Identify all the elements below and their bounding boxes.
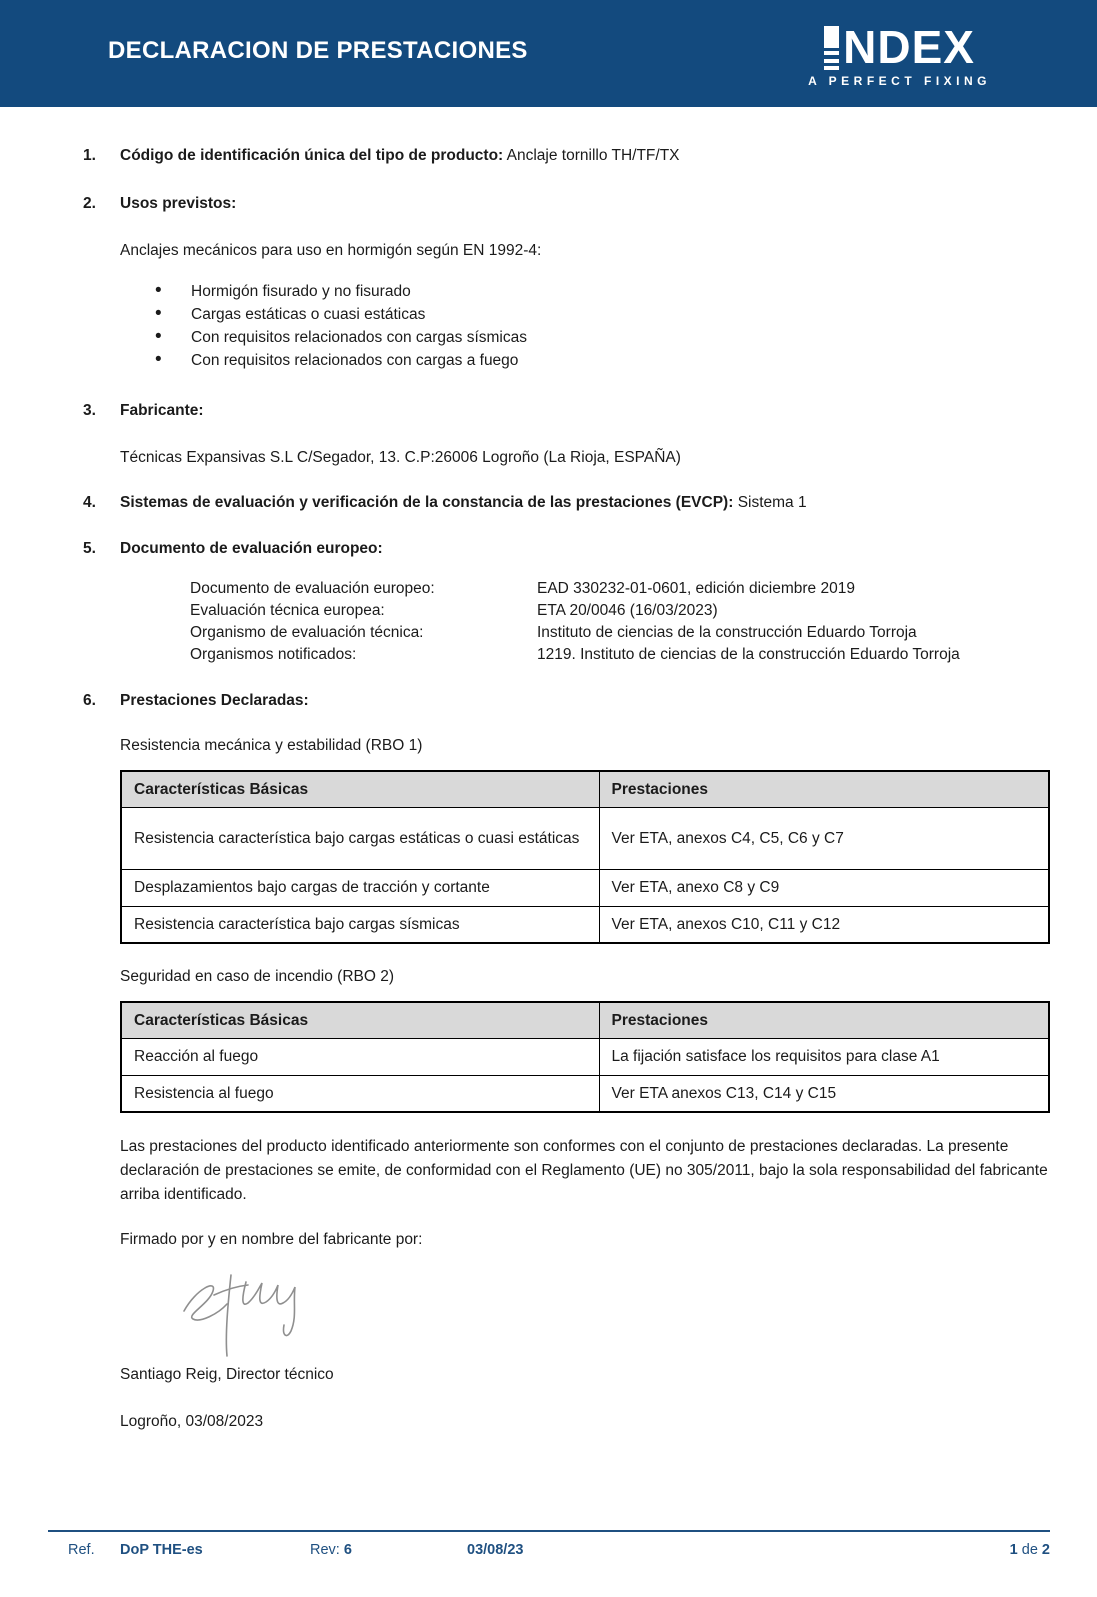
detail-row bbox=[190, 622, 1050, 644]
detail-row bbox=[190, 578, 1050, 600]
evaluation-details bbox=[190, 578, 1050, 666]
table-header-row bbox=[121, 1002, 1049, 1038]
table-cell-performance: Ver ETA, anexos C4, C5, C6 y C7 bbox=[599, 807, 1049, 869]
footer-page-total: 2 bbox=[1041, 1542, 1050, 1558]
table-row bbox=[121, 869, 1049, 906]
index-logo-text: NDEX bbox=[843, 20, 975, 73]
table-cell-performance: Ver ETA anexos C13, C14 y C15 bbox=[599, 1075, 1049, 1112]
section-4-text bbox=[120, 492, 807, 514]
section-2-heading bbox=[83, 193, 1050, 215]
table-header-prestaciones: Prestaciones bbox=[599, 1002, 1049, 1038]
table-row bbox=[121, 1038, 1049, 1075]
section-4-label: Sistemas de evaluación y verificación de la constancia de las prestaciones (EVCP): bbox=[120, 494, 734, 511]
conformity-statement: Las prestaciones del producto identificado anteriormente son conformes con el conjunto de prestaciones declaradas. La presente declaración de prestaciones se emite, de conformidad con el Reglamento (UE) no 305/2011, bajo la sola responsabilidad del fabricante arriba identificado. bbox=[120, 1138, 1048, 1203]
section-5-number: 5. bbox=[83, 540, 96, 557]
detail-value: ETA 20/0046 (16/03/2023) bbox=[537, 602, 718, 619]
detail-label: Organismo de evaluación técnica: bbox=[190, 624, 424, 641]
section-1-text bbox=[120, 145, 680, 167]
index-logo-tagline: A PERFECT FIXING bbox=[808, 73, 991, 88]
table-cell-feature: Resistencia al fuego bbox=[121, 1075, 599, 1112]
table-row bbox=[121, 807, 1049, 869]
section-4-heading bbox=[83, 492, 1050, 514]
table-row bbox=[121, 906, 1049, 943]
footer-row bbox=[48, 1542, 1050, 1558]
table-header-caracteristicas: Características Básicas bbox=[121, 1002, 599, 1038]
table-cell-performance: Ver ETA, anexo C8 y C9 bbox=[599, 869, 1049, 906]
page-title: DECLARACION DE PRESTACIONES bbox=[108, 36, 528, 64]
index-logo-wordmark bbox=[824, 20, 975, 73]
section-6-number: 6. bbox=[83, 692, 96, 709]
detail-value: Instituto de ciencias de la construcción Eduardo Torroja bbox=[537, 624, 917, 641]
section-3-heading bbox=[83, 400, 1050, 422]
footer-ref-label: Ref. bbox=[68, 1542, 95, 1558]
section-1-heading bbox=[83, 145, 1050, 167]
document-body bbox=[83, 145, 1050, 1433]
section-3-label: Fabricante: bbox=[120, 402, 204, 419]
list-item: • Con requisitos relacionados con cargas sísmicas bbox=[155, 326, 1050, 349]
footer-date: 03/08/23 bbox=[467, 1542, 524, 1558]
signed-by-intro: Firmado por y en nombre del fabricante por: bbox=[120, 1231, 423, 1248]
detail-value: 1219. Instituto de ciencias de la construcción Eduardo Torroja bbox=[537, 646, 960, 663]
table-cell-performance: Ver ETA, anexos C10, C11 y C12 bbox=[599, 906, 1049, 943]
section-1-label: Código de identificación única del tipo de producto: bbox=[120, 147, 504, 164]
rbo1-table bbox=[120, 770, 1050, 944]
signatory-name: Santiago Reig, Director técnico bbox=[120, 1366, 334, 1383]
footer-page-separator: de bbox=[1021, 1542, 1038, 1558]
evcp-system-value: Sistema 1 bbox=[737, 494, 807, 511]
footer-rev-label: Rev: bbox=[310, 1542, 340, 1558]
section-5-heading bbox=[83, 538, 1050, 560]
footer-page-number: 1 bbox=[1009, 1542, 1018, 1558]
footer-page-indicator bbox=[1010, 1542, 1050, 1558]
detail-row bbox=[190, 600, 1050, 622]
document-header-banner bbox=[0, 0, 1097, 107]
document-footer bbox=[48, 1530, 1050, 1558]
table-header-prestaciones: Prestaciones bbox=[599, 771, 1049, 807]
table-cell-feature: Reacción al fuego bbox=[121, 1038, 599, 1075]
manufacturer-address: Técnicas Expansivas S.L C/Segador, 13. C.P:26006 Logroño (La Rioja, ESPAÑA) bbox=[120, 449, 681, 466]
table-cell-performance: La fijación satisface los requisitos para clase A1 bbox=[599, 1038, 1049, 1075]
detail-label: Evaluación técnica europea: bbox=[190, 602, 385, 619]
list-item: • Cargas estáticas o cuasi estáticas bbox=[155, 303, 1050, 326]
section-6-heading bbox=[83, 690, 1050, 712]
index-logo-i-glyph bbox=[824, 26, 839, 71]
table-header-caracteristicas: Características Básicas bbox=[121, 771, 599, 807]
detail-value: EAD 330232-01-0601, edición diciembre 2019 bbox=[537, 580, 855, 597]
intended-use-intro: Anclajes mecánicos para uso en hormigón según EN 1992-4: bbox=[120, 242, 542, 259]
section-2-label: Usos previstos: bbox=[120, 195, 237, 212]
footer-revision bbox=[310, 1542, 467, 1558]
table-row bbox=[121, 1075, 1049, 1112]
list-item: • Con requisitos relacionados con cargas a fuego bbox=[155, 349, 1050, 372]
section-6-label: Prestaciones Declaradas: bbox=[120, 692, 309, 709]
index-logo bbox=[808, 20, 991, 88]
section-5-label: Documento de evaluación europeo: bbox=[120, 540, 383, 557]
table-header-row bbox=[121, 771, 1049, 807]
rbo2-table bbox=[120, 1001, 1050, 1113]
section-2-number: 2. bbox=[83, 195, 96, 212]
footer-ref-value: DoP THE-es bbox=[120, 1542, 203, 1558]
signature-image bbox=[170, 1259, 350, 1359]
section-1-number: 1. bbox=[83, 147, 96, 164]
table-cell-feature: Desplazamientos bajo cargas de tracción y cortante bbox=[121, 869, 599, 906]
table-cell-feature: Resistencia característica bajo cargas sísmicas bbox=[121, 906, 599, 943]
intended-use-list bbox=[120, 280, 1050, 372]
detail-row bbox=[190, 644, 1050, 666]
detail-label: Organismos notificados: bbox=[190, 646, 357, 663]
place-and-date: Logroño, 03/08/2023 bbox=[120, 1413, 264, 1430]
section-4-number: 4. bbox=[83, 494, 96, 511]
product-code-value: Anclaje tornillo TH/TF/TX bbox=[506, 147, 680, 164]
rbo2-table-caption: Seguridad en caso de incendio (RBO 2) bbox=[120, 968, 394, 985]
list-item: • Hormigón fisurado y no fisurado bbox=[155, 280, 1050, 303]
table-cell-feature: Resistencia característica bajo cargas estáticas o cuasi estáticas bbox=[121, 807, 599, 869]
section-3-number: 3. bbox=[83, 402, 96, 419]
footer-rev-value: 6 bbox=[343, 1542, 352, 1558]
rbo1-table-caption: Resistencia mecánica y estabilidad (RBO 1) bbox=[120, 737, 423, 754]
detail-label: Documento de evaluación europeo: bbox=[190, 580, 435, 597]
